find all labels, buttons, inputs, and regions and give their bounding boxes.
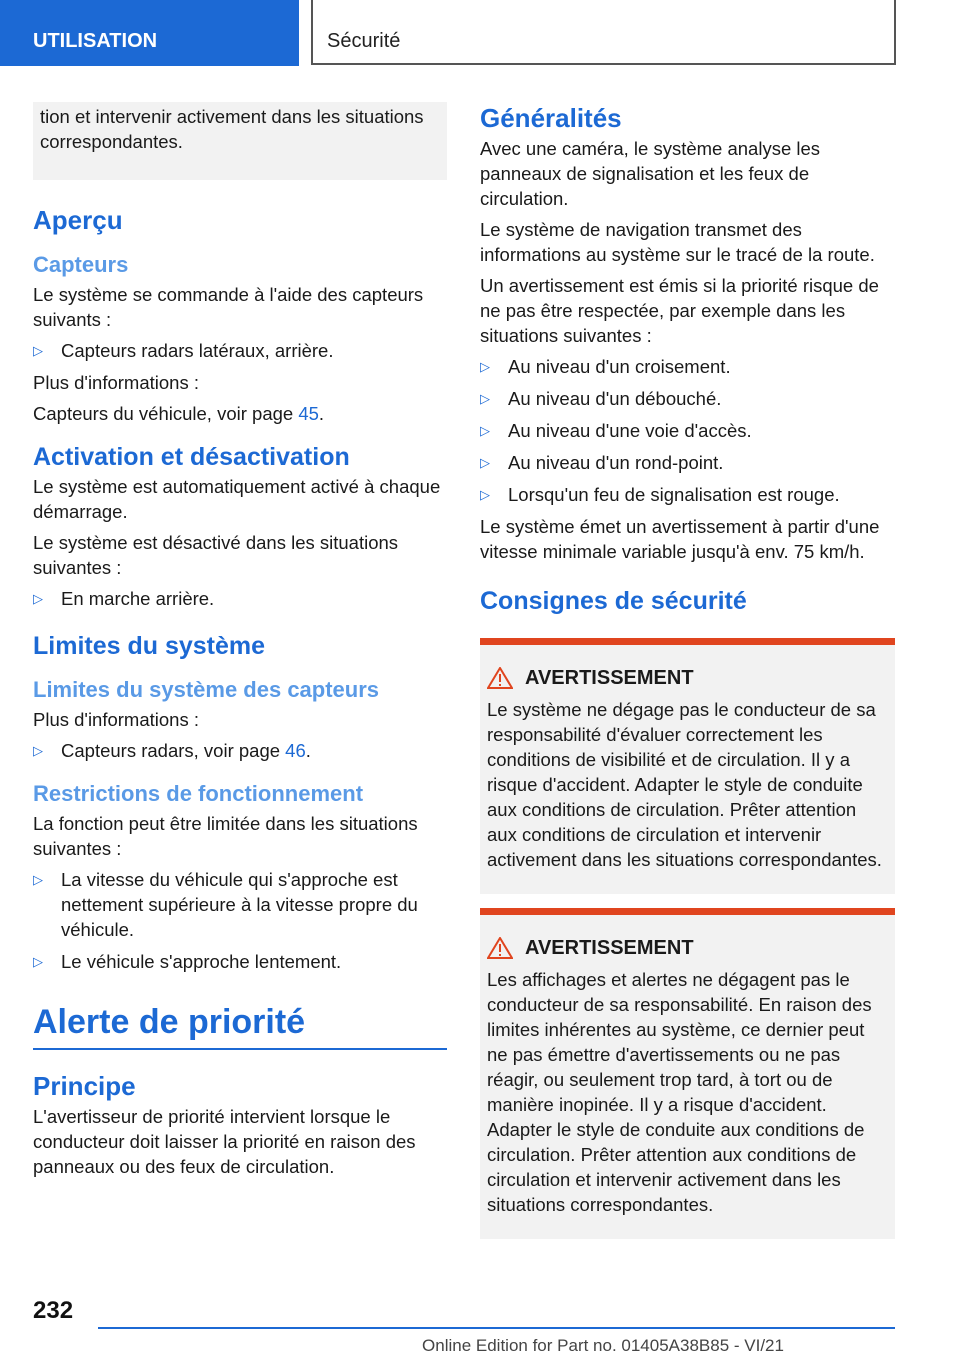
- limites-heading: Limites du système: [33, 632, 266, 660]
- list-item: ▷ Au niveau d'un débouché.: [480, 388, 722, 409]
- list-item: ▷ Le véhicule s'approche lentement.: [33, 951, 342, 972]
- triangle-bullet-icon: ▷: [480, 391, 490, 406]
- warning-text-2: Les affichages et alertes ne dégagent pas le conducteur de sa responsabilité. En raison des limites inhérentes au système, ce dernier peut ne pas émettre d'avertissements ou ne pas réagir, ou seulement trop tard, à tort ou de manière inopinée. Il y a risque d'accident. Adapter le style de conduite aux conditions de circulation. Prêter attention aux conditions de circulation et intervenir activement dans les situations correspondantes.: [487, 969, 872, 1215]
- continued-warning-box: [33, 102, 447, 180]
- triangle-bullet-icon: ▷: [480, 423, 490, 438]
- page-link-46[interactable]: 46: [285, 740, 306, 761]
- triangle-bullet-icon: ▷: [480, 487, 490, 502]
- generalites-text-4: Le système émet un avertissement à partir d'une vitesse minimale variable jusqu'à env. 75 km/h.: [480, 516, 880, 562]
- warning-title-2: AVERTISSEMENT: [487, 935, 887, 961]
- page-header-title: Sécurité: [311, 0, 896, 65]
- warning-triangle-icon: [487, 937, 513, 959]
- page-number: 232: [33, 1297, 74, 1324]
- capteurs-reference: Capteurs du véhicule, voir page 45.: [33, 403, 325, 424]
- activation-list: [33, 586, 447, 611]
- restrictions-list: [33, 867, 447, 974]
- list-item: ▷ La vitesse du véhicule qui s'approche est nettement supérieure à la vitesse propre du véhicule.: [33, 869, 418, 940]
- capteurs-list: [33, 338, 447, 363]
- warning-title-1: AVERTISSEMENT: [487, 665, 887, 691]
- edition-text: Online Edition for Part no. 01405A38B85 - VI/21: [422, 1336, 784, 1355]
- generalites-text-3: Un avertissement est émis si la priorité risque de ne pas être respectée, par exemple dans les situations suivantes :: [480, 275, 879, 346]
- restrictions-heading: Restrictions de fonctionnement: [33, 781, 364, 806]
- list-item: ▷ Capteurs radars, voir page 46.: [33, 740, 311, 761]
- warning-box-2: [480, 908, 895, 1239]
- list-item: ▷ Au niveau d'une voie d'accès.: [480, 420, 752, 441]
- consignes-heading: Consignes de sécurité: [480, 587, 747, 615]
- list-item: ▷ Lorsqu'un feu de signalisation est rouge.: [480, 484, 840, 505]
- triangle-bullet-icon: ▷: [480, 359, 490, 374]
- list-item: ▷ Au niveau d'un croisement.: [480, 356, 731, 377]
- generalites-list: [480, 354, 895, 507]
- principe-heading: Principe: [33, 1071, 136, 1101]
- capteurs-text: Le système se commande à l'aide des capteurs suivants :: [33, 284, 424, 330]
- limites-more-info: Plus d'informations :: [33, 709, 199, 730]
- capteurs-heading: Capteurs: [33, 252, 129, 277]
- activation-text-2: Le système est désactivé dans les situations suivantes :: [33, 532, 399, 578]
- section-tab: UTILISATION: [0, 0, 299, 66]
- generalites-heading: Généralités: [480, 103, 622, 133]
- alerte-priorite-heading: Alerte de priorité: [33, 1000, 447, 1050]
- activation-text-1: Le système est automatiquement activé à chaque démarrage.: [33, 476, 441, 522]
- apercu-heading: Aperçu: [33, 205, 123, 235]
- triangle-bullet-icon: ▷: [33, 591, 43, 606]
- page-link-45[interactable]: 45: [298, 403, 319, 424]
- list-item: ▷ Au niveau d'un rond-point.: [480, 452, 724, 473]
- more-info-label: Plus d'informations :: [33, 372, 199, 393]
- triangle-bullet-icon: ▷: [480, 455, 490, 470]
- triangle-bullet-icon: ▷: [33, 872, 43, 887]
- generalites-text-1: Avec une caméra, le système analyse les panneaux de signalisation et les feux de circulation.: [480, 138, 821, 209]
- restrictions-text: La fonction peut être limitée dans les situations suivantes :: [33, 813, 418, 859]
- limites-list: [33, 738, 447, 763]
- continued-text: tion et intervenir activement dans les situations correspondantes.: [40, 106, 424, 152]
- warning-triangle-icon: [487, 667, 513, 689]
- activation-heading: Activation et désactivation: [33, 443, 350, 471]
- footer-divider: [98, 1327, 895, 1329]
- generalites-text-2: Le système de navigation transmet des informations au système sur le tracé de la route.: [480, 219, 875, 265]
- warning-box-1: [480, 638, 895, 894]
- list-item: ▷ En marche arrière.: [33, 588, 215, 609]
- left-column: [33, 102, 447, 1185]
- triangle-bullet-icon: ▷: [33, 343, 43, 358]
- triangle-bullet-icon: ▷: [33, 743, 43, 758]
- right-column: [480, 102, 895, 1249]
- limites-capteurs-heading: Limites du système des capteurs: [33, 677, 380, 702]
- principe-text: L'avertisseur de priorité intervient lorsque le conducteur doit laisser la priorité en raison des panneaux ou des feux de circulation.: [33, 1106, 416, 1177]
- list-item: ▷ Capteurs radars latéraux, arrière.: [33, 340, 334, 361]
- triangle-bullet-icon: ▷: [33, 954, 43, 969]
- warning-text-1: Le système ne dégage pas le conducteur de sa responsabilité d'évaluer correctement les conditions de visibilité et de circulation. Il y a risque d'accident. Adapter le style de conduite aux conditions de circulation. Prêter attention aux conditions de circulation et intervenir activement dans les situations correspondantes.: [487, 699, 882, 870]
